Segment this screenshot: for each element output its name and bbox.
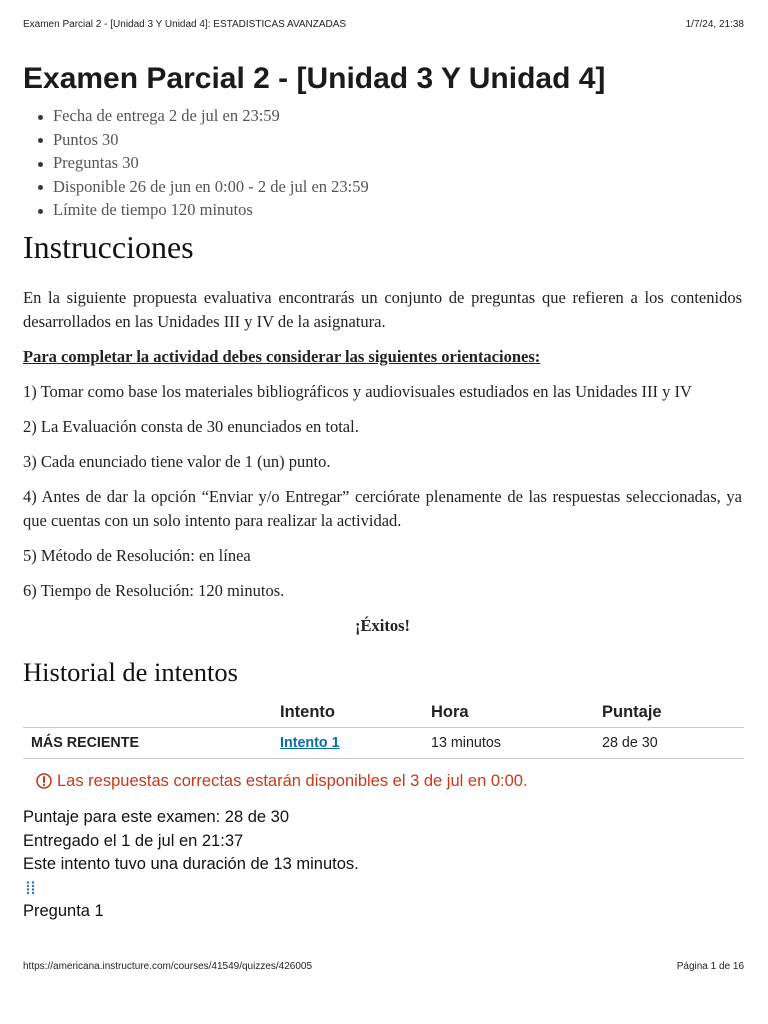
print-footer-url: https://americana.instructure.com/courses/41549/quizzes/426005 bbox=[23, 961, 313, 972]
quiz-details-list bbox=[23, 104, 369, 222]
detail-availability bbox=[23, 175, 369, 199]
instruction-item: 4) Antes de dar la opción “Enviar y/o Entregar” cerciórate plenamente de las respuestas seleccionadas, ya que cuentas con un solo intento para realizar la actividad. bbox=[23, 487, 742, 530]
bullet-dot bbox=[38, 185, 43, 190]
detail-due-date bbox=[23, 104, 369, 128]
table-header-row bbox=[23, 697, 744, 728]
print-header-title: Examen Parcial 2 - [Unidad 3 Y Unidad 4]: ESTADISTICAS AVANZADAS bbox=[23, 19, 347, 30]
detail-text: Límite de tiempo 120 minutos bbox=[53, 200, 253, 219]
submission-score: Puntaje para este examen: 28 de 30 bbox=[23, 808, 290, 826]
bullet-dot bbox=[38, 115, 43, 120]
instructions-section bbox=[23, 227, 742, 649]
correct-answers-notice bbox=[36, 769, 528, 793]
attempt-history-heading: Historial de intentos bbox=[23, 657, 238, 687]
detail-points bbox=[23, 128, 369, 152]
warning-circle-icon bbox=[36, 773, 52, 789]
submission-date: Entregado el 1 de jul en 21:37 bbox=[23, 831, 244, 850]
instructions-closing: ¡Éxitos! bbox=[355, 616, 410, 635]
quiz-title: Examen Parcial 2 - [Unidad 3 Y Unidad 4] bbox=[23, 62, 606, 95]
attempt-row-label: MÁS RECIENTE bbox=[31, 735, 140, 751]
detail-text: Puntos 30 bbox=[53, 129, 119, 149]
bullet-dot bbox=[38, 138, 43, 143]
print-header bbox=[23, 18, 744, 32]
instruction-item: 2) La Evaluación consta de 30 enunciados en total. bbox=[23, 417, 359, 436]
submission-duration: Este intento tuvo una duración de 13 minutos. bbox=[23, 855, 359, 873]
orientations-heading: Para completar la actividad debes considerar las siguientes orientaciones: bbox=[23, 347, 541, 366]
drag-handle-icon bbox=[26, 881, 35, 895]
orientations-paragraph bbox=[23, 345, 742, 369]
column-header-attempt: Intento bbox=[280, 702, 335, 721]
question-label: Pregunta 1 bbox=[23, 902, 104, 920]
attempt-score: 28 de 30 bbox=[602, 735, 658, 751]
column-header-score: Puntaje bbox=[602, 702, 662, 721]
detail-questions bbox=[23, 151, 369, 175]
detail-text: Fecha de entrega 2 de jul en 23:59 bbox=[53, 106, 280, 125]
detail-time-limit bbox=[23, 198, 369, 222]
bullet-dot bbox=[38, 162, 43, 167]
notice-text: Las respuestas correctas estarán disponibles el 3 de jul en 0:00. bbox=[57, 771, 528, 790]
instruction-item: 5) Método de Resolución: en línea bbox=[23, 546, 251, 565]
bullet-dot bbox=[38, 209, 43, 214]
column-header-time: Hora bbox=[431, 702, 469, 721]
submission-summary bbox=[23, 806, 359, 924]
instruction-item: 1) Tomar como base los materiales bibliográficos y audiovisuales estudiados en las Unidades III y IV bbox=[23, 382, 692, 401]
print-header-datetime: 1/7/24, 21:38 bbox=[685, 19, 744, 30]
attempt-time: 13 minutos bbox=[431, 735, 501, 751]
attempt-cell bbox=[272, 728, 423, 758]
table-row bbox=[23, 728, 744, 759]
print-footer-page: Página 1 de 16 bbox=[676, 961, 744, 972]
question-handle bbox=[23, 877, 359, 901]
instruction-item: 3) Cada enunciado tiene valor de 1 (un) punto. bbox=[23, 452, 331, 471]
print-footer bbox=[23, 960, 744, 974]
attempt-link[interactable]: Intento 1 bbox=[280, 735, 340, 751]
column-header-blank bbox=[23, 697, 272, 727]
instructions-intro: En la siguiente propuesta evaluativa encontrarás un conjunto de preguntas que refieren a los contenidos desarrollados en las Unidades III y IV de la asignatura. bbox=[23, 288, 742, 331]
detail-text: Disponible 26 de jun en 0:00 - 2 de jul en 23:59 bbox=[53, 176, 369, 196]
instructions-heading: Instrucciones bbox=[23, 229, 194, 265]
attempt-history-table bbox=[23, 697, 744, 759]
instruction-item: 6) Tiempo de Resolución: 120 minutos. bbox=[23, 581, 285, 600]
detail-text: Preguntas 30 bbox=[53, 153, 139, 172]
